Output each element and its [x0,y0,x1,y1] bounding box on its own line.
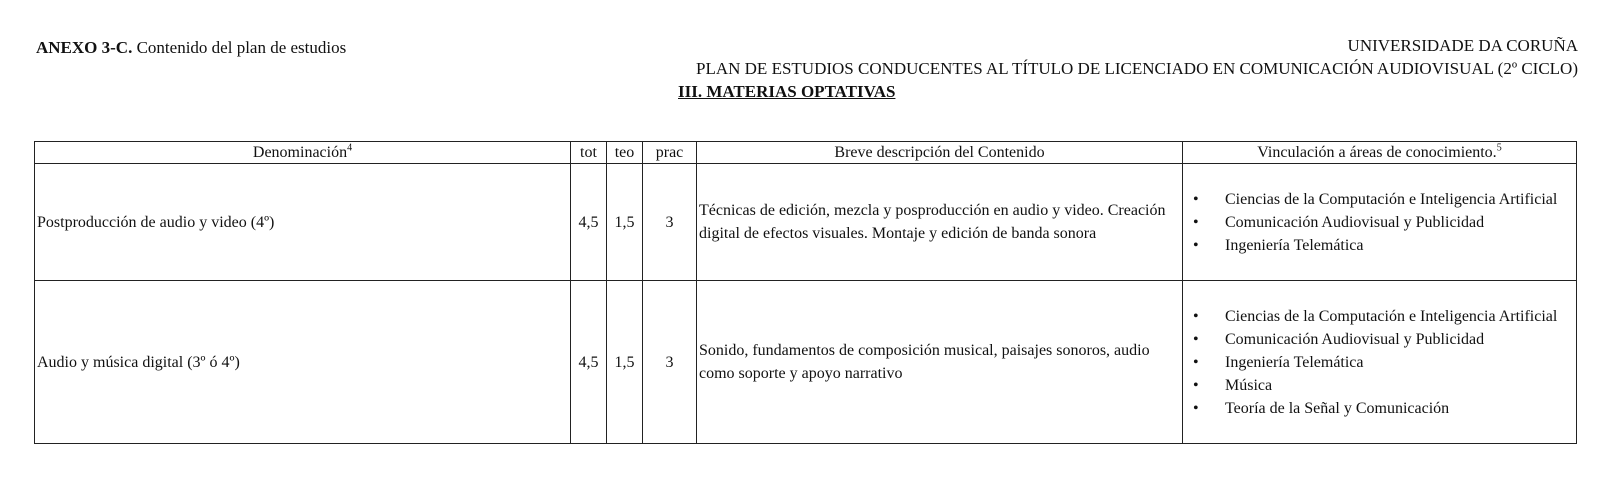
header-teo: teo [607,142,643,164]
list-item: • Comunicación Audiovisual y Publicidad [1185,328,1574,351]
list-item: • Comunicación Audiovisual y Publicidad [1185,211,1574,234]
list-item: • Teoría de la Señal y Comunicación [1185,397,1574,420]
table-row [35,164,1577,281]
knowledge-areas [1183,164,1577,281]
list-item: • Ingeniería Telemática [1185,351,1574,374]
list-item: • Ciencias de la Computación e Inteligencia Artificial [1185,188,1574,211]
bullet-icon: • [1193,376,1199,394]
annex-number: ANEXO 3-C. [36,38,133,57]
header-denominacion: Denominación$^4$ [35,142,571,164]
table-header-row [35,142,1577,164]
bullet-icon: • [1193,353,1199,371]
course-name: Audio y música digital (3º ó 4º) [35,281,571,444]
credits-theory: 1,5 [607,164,643,281]
bullet-icon: • [1193,330,1199,348]
footnote-ref-4: 4 [347,142,353,154]
list-item: • Música [1185,374,1574,397]
header-tot: tot [571,142,607,164]
header-vinculacion: Vinculación a áreas de conocimiento.$^5$ [1183,142,1577,164]
header-descripcion: Breve descripción del Contenido [697,142,1183,164]
plan-title: PLAN DE ESTUDIOS CONDUCENTES AL TÍTULO DE LICENCIADO EN COMUNICACIÓN AUDIOVISUAL (2º CICLO) [696,59,1578,78]
bullet-icon: • [1193,307,1199,325]
courses-table [34,141,1577,444]
bullet-icon: • [1193,399,1199,417]
footnote-ref-5: 5 [1496,142,1502,154]
areas-list [1185,188,1574,257]
section-title: III. MATERIAS OPTATIVAS [678,82,896,101]
knowledge-areas [1183,281,1577,444]
credits-practice: 3 [643,281,697,444]
bullet-icon: • [1193,190,1199,208]
course-description: Sonido, fundamentos de composición musical, paisajes sonoros, audio como soporte y apoyo narrativo [697,281,1183,444]
university-name: UNIVERSIDADE DA CORUÑA [1347,36,1578,55]
credits-total: 4,5 [571,164,607,281]
credits-total: 4,5 [571,281,607,444]
areas-list [1185,305,1574,420]
bullet-icon: • [1193,236,1199,254]
header-prac: prac [643,142,697,164]
annex-label [36,38,346,58]
course-name: Postproducción de audio y video (4º) [35,164,571,281]
table-row [35,281,1577,444]
list-item: • Ciencias de la Computación e Inteligencia Artificial [1185,305,1574,328]
credits-theory: 1,5 [607,281,643,444]
bullet-icon: • [1193,213,1199,231]
annex-description: Contenido del plan de estudios [132,38,347,57]
course-description: Técnicas de edición, mezcla y posproducción en audio y video. Creación digital de efectos visuales. Montaje y edición de banda sonora [697,164,1183,281]
list-item: • Ingeniería Telemática [1185,234,1574,257]
credits-practice: 3 [643,164,697,281]
